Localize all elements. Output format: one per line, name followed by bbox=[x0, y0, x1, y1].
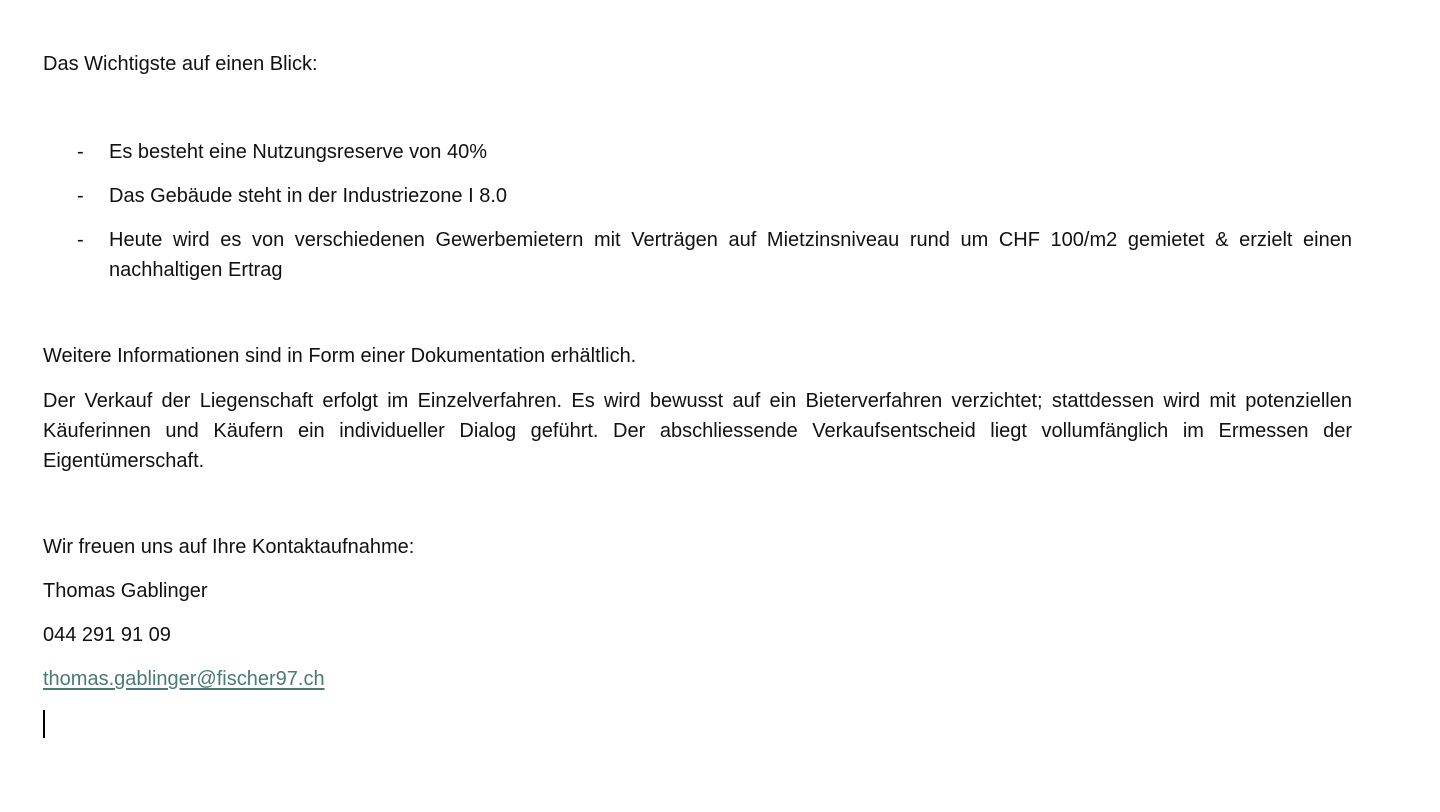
bullet-marker: - bbox=[77, 141, 84, 163]
contact-email-link[interactable]: thomas.gablinger@fischer97.ch bbox=[43, 668, 325, 690]
bullet-marker: - bbox=[77, 229, 84, 251]
contact-phone: 044 291 91 09 bbox=[43, 624, 171, 646]
contact-name: Thomas Gablinger bbox=[43, 580, 208, 602]
bullet-text: Das Gebäude steht in der Industriezone I 8.0 bbox=[109, 185, 508, 207]
info-paragraph: Weitere Informationen sind in Form einer Dokumentation erhältlich. bbox=[43, 345, 637, 367]
sale-paragraph: Der Verkauf der Liegenschaft erfolgt im Einzelverfahren. Es wird bewusst auf ein Bieterverfahren verzichtet; stattdessen wird mit potenziellen Käuferinnen und Käufern ein individueller Dialog geführt. Der abschliessende Verkaufsentscheid liegt vollumfänglich im Ermessen der Eigentümerschaft. bbox=[43, 390, 1352, 472]
text-cursor bbox=[43, 710, 45, 738]
bullet-text: Es besteht eine Nutzungsreserve von 40% bbox=[109, 141, 487, 163]
bullet-text: Heute wird es von verschiedenen Gewerbemietern mit Verträgen auf Mietzinsniveau rund um CHF 100/m2 gemietet & erzielt einen nachhaltigen Ertrag bbox=[109, 229, 1352, 281]
bullet-marker: - bbox=[77, 185, 84, 207]
contact-email-line bbox=[43, 664, 1352, 694]
intro-heading: Das Wichtigste auf einen Blick: bbox=[43, 53, 318, 75]
contact-lead: Wir freuen uns auf Ihre Kontaktaufnahme: bbox=[43, 536, 415, 558]
